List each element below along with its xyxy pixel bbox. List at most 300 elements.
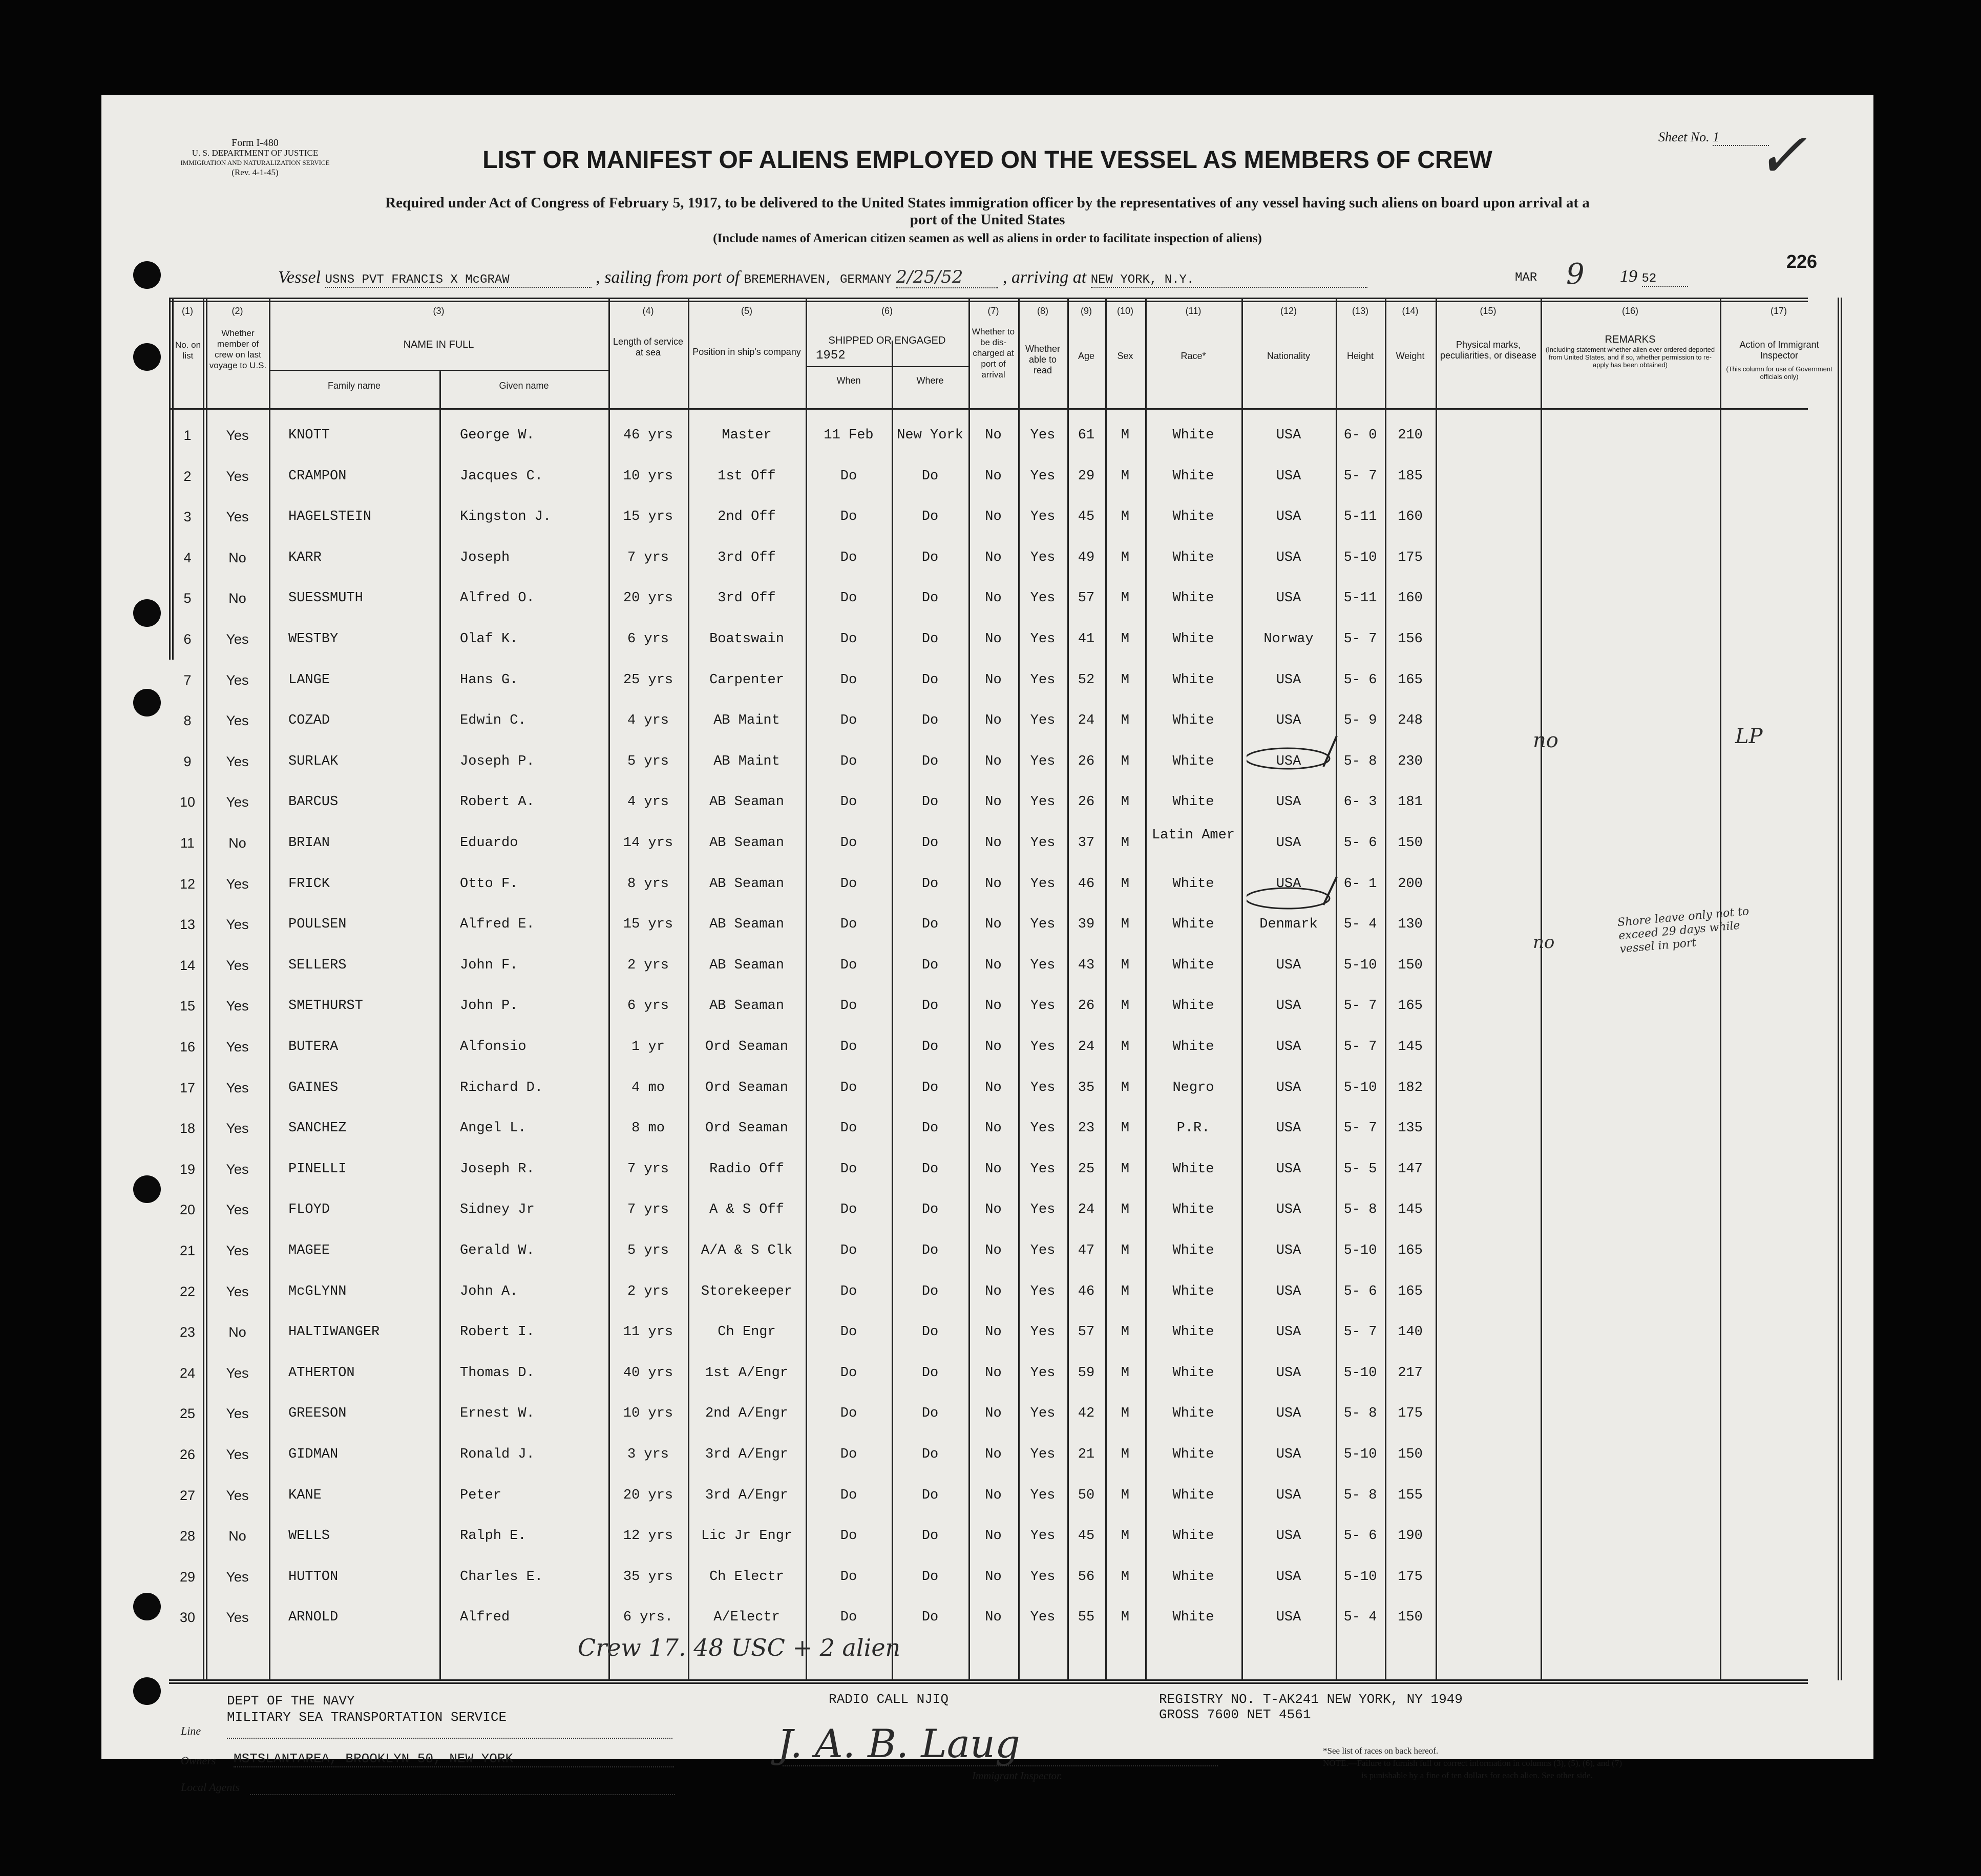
previous-voyage: Yes (226, 631, 249, 647)
race: White (1172, 1569, 1214, 1585)
height: 5- 6 (1343, 672, 1377, 688)
shipped-when: Do (840, 631, 857, 647)
able-to-read: Yes (1030, 1365, 1056, 1381)
service-length: 5 yrs (627, 753, 669, 769)
position: AB Seaman (709, 794, 784, 810)
nationality: USA (1276, 835, 1301, 851)
race: Negro (1172, 1080, 1214, 1095)
col-num-8: (8) (1037, 306, 1048, 316)
race: White (1172, 1039, 1214, 1055)
weight: 185 (1398, 468, 1423, 484)
table-row (101, 1272, 1873, 1311)
shipped-when: Do (840, 1447, 857, 1462)
service-length: 1 yr (631, 1039, 665, 1055)
position: 2nd A/Engr (705, 1406, 789, 1422)
height: 5- 6 (1343, 835, 1377, 851)
race: White (1172, 631, 1214, 647)
shipped-when: 11 Feb (824, 428, 874, 443)
nationality: USA (1276, 794, 1301, 810)
sailing-date: 2/25/52 (896, 267, 998, 288)
given-name: Peter (460, 1487, 502, 1503)
service-length: 20 yrs (623, 591, 673, 606)
shipped-when: Do (840, 1365, 857, 1381)
given-name: Gerald W. (460, 1243, 535, 1258)
shipped-when: Do (840, 1487, 857, 1503)
col-head-remarks: REMARKS (1605, 334, 1656, 345)
height: 5-11 (1343, 591, 1377, 606)
sex: M (1121, 468, 1130, 484)
row-number: 6 (183, 631, 192, 647)
vessel-name: USNS PVT FRANCIS X McGRAW (325, 273, 592, 288)
family-name: CRAMPON (288, 468, 347, 484)
punch-hole (133, 1677, 161, 1705)
nationality: USA (1276, 1487, 1301, 1503)
col-head-action: Action of Immigrant Inspector (1739, 340, 1819, 361)
age: 29 (1078, 468, 1095, 484)
position: AB Maint (713, 713, 780, 729)
page-title: LIST OR MANIFEST OF ALIENS EMPLOYED ON THE VESSEL AS MEMBERS OF CREW (482, 146, 1492, 174)
sex: M (1121, 1487, 1130, 1503)
table-row (101, 905, 1873, 944)
table-row (101, 1476, 1873, 1515)
sex: M (1121, 917, 1130, 933)
nationality: USA (1276, 550, 1301, 565)
shipped-where: Do (921, 957, 939, 973)
weight: 230 (1398, 753, 1423, 769)
table-bottom-border (169, 1679, 1808, 1681)
local-agents-label: Local Agents (181, 1781, 240, 1794)
weight: 165 (1398, 672, 1423, 688)
discharged: No (985, 428, 1002, 443)
age: 49 (1078, 550, 1095, 565)
shipped-when: Do (840, 794, 857, 810)
family-name: McGLYNN (288, 1283, 347, 1299)
family-name: MAGEE (288, 1243, 330, 1258)
service-length: 46 yrs (623, 428, 673, 443)
shipped-where: Do (921, 1080, 939, 1095)
shipped-where: Do (921, 753, 939, 769)
col-head-family-name: Family name (327, 381, 381, 391)
col-head-sex: Sex (1117, 351, 1133, 361)
given-name: Sidney Jr (460, 1202, 535, 1218)
sheet-value: 1 (1713, 130, 1769, 146)
nationality: USA (1276, 1243, 1301, 1258)
row-number: 9 (183, 753, 192, 769)
service-length: 35 yrs (623, 1569, 673, 1585)
service-length: 12 yrs (623, 1528, 673, 1544)
shipped-where: Do (921, 1447, 939, 1462)
given-name: Robert I. (460, 1324, 535, 1340)
able-to-read: Yes (1030, 753, 1056, 769)
discharged: No (985, 591, 1002, 606)
sex: M (1121, 876, 1130, 892)
row-number: 22 (179, 1283, 196, 1299)
height: 5- 8 (1343, 1487, 1377, 1503)
shipped-when: Do (840, 876, 857, 892)
position: Ord Seaman (705, 1080, 789, 1095)
previous-voyage: No (228, 550, 246, 565)
col-head-shipped: SHIPPED OR ENGAGED (828, 335, 946, 346)
position: A & S Off (709, 1202, 784, 1218)
race: White (1172, 753, 1214, 769)
arrival-day: 9 (1566, 258, 1585, 291)
sex: M (1121, 672, 1130, 688)
shipped-when: Do (840, 1243, 857, 1258)
shipped-where: New York (897, 428, 963, 443)
vessel-line (278, 267, 1367, 288)
col-head-remarks-note: (Including statement whether alien ever ordered deported from United States, and if so, whether permission to re-apply has been obtained) (1545, 346, 1715, 369)
race: White (1172, 1528, 1214, 1544)
height: 5- 6 (1343, 1528, 1377, 1544)
service-name: IMMIGRATION AND NATURALIZATION SERVICE (180, 159, 330, 166)
service-length: 5 yrs (627, 1243, 669, 1258)
row-number: 10 (179, 794, 196, 810)
action-row-13: Shore leave only not to exceed 29 days while vessel in port (1617, 905, 1750, 956)
able-to-read: Yes (1030, 1569, 1056, 1585)
able-to-read: Yes (1030, 509, 1056, 525)
sex: M (1121, 1528, 1130, 1544)
family-name: FRICK (288, 876, 330, 892)
shipped-when: Do (840, 1121, 857, 1136)
sex: M (1121, 1569, 1130, 1585)
service-length: 11 yrs (623, 1324, 673, 1340)
position: 3rd A/Engr (705, 1447, 789, 1462)
previous-voyage: Yes (226, 794, 249, 810)
year-suffix: 52 (1642, 272, 1688, 287)
col-head-when: When (836, 375, 861, 386)
position: AB Seaman (709, 998, 784, 1014)
table-row (101, 1435, 1873, 1474)
shipped-when: Do (840, 1610, 857, 1626)
sex: M (1121, 835, 1130, 851)
age: 47 (1078, 1243, 1095, 1258)
discharged: No (985, 876, 1002, 892)
discharged: No (985, 550, 1002, 565)
previous-voyage: Yes (226, 1161, 249, 1177)
previous-voyage: Yes (226, 753, 249, 769)
note-penalty: NOTE.—Failure to furnish full or correct information in columns (3), (5), (6), and (7) (1323, 1758, 1622, 1768)
race: White (1172, 1283, 1214, 1299)
weight: 200 (1398, 876, 1423, 892)
weight: 145 (1398, 1202, 1423, 1218)
table-row (101, 1598, 1873, 1637)
family-name: SMETHURST (288, 998, 363, 1014)
race: White (1172, 1610, 1214, 1626)
col-head-read: Whether able to read (1025, 344, 1061, 375)
height: 5- 8 (1343, 1202, 1377, 1218)
race: White (1172, 1447, 1214, 1462)
given-name: Olaf K. (460, 631, 518, 647)
table-row (101, 538, 1873, 577)
col-head-position: Position in ship's company (692, 347, 801, 357)
punch-hole (133, 343, 161, 371)
nationality: USA (1276, 1202, 1301, 1218)
age: 21 (1078, 1447, 1095, 1462)
discharged: No (985, 468, 1002, 484)
previous-voyage: Yes (226, 998, 249, 1014)
row-number: 1 (183, 428, 192, 443)
row-number: 16 (179, 1039, 196, 1055)
given-name: John F. (460, 957, 518, 973)
table-row (101, 1068, 1873, 1107)
table-row (101, 1354, 1873, 1393)
row-number: 8 (183, 713, 192, 729)
sex: M (1121, 631, 1130, 647)
table-row (101, 1027, 1873, 1066)
inspector-label: Immigrant Inspector. (972, 1769, 1063, 1782)
nationality: USA (1276, 753, 1301, 769)
weight: 156 (1398, 631, 1423, 647)
nationality: USA (1276, 713, 1301, 729)
discharged: No (985, 957, 1002, 973)
nationality: USA (1276, 468, 1301, 484)
given-name: Kingston J. (460, 509, 552, 525)
row-number: 5 (183, 591, 192, 606)
shipped-when: Do (840, 672, 857, 688)
family-name: SELLERS (288, 957, 347, 973)
col-head-given-name: Given name (499, 381, 549, 391)
position: 3rd A/Engr (705, 1487, 789, 1503)
able-to-read: Yes (1030, 713, 1056, 729)
table-row (101, 865, 1873, 903)
given-name: Thomas D. (460, 1365, 535, 1381)
family-name: GIDMAN (288, 1447, 339, 1462)
service-length: 2 yrs (627, 1283, 669, 1299)
family-name: POULSEN (288, 917, 347, 933)
race: White (1172, 876, 1214, 892)
shipped-when: Do (840, 1080, 857, 1095)
given-name: Alfonsio (460, 1039, 526, 1055)
service-length: 8 mo (631, 1121, 665, 1136)
row-number: 25 (179, 1406, 196, 1422)
shipped-where: Do (921, 998, 939, 1014)
sex: M (1121, 1610, 1130, 1626)
previous-voyage: No (228, 1528, 246, 1544)
check-mark-icon: ✓ (1756, 120, 1807, 192)
family-name: SANCHEZ (288, 1121, 347, 1136)
shipped-when: Do (840, 1324, 857, 1340)
height: 5-11 (1343, 509, 1377, 525)
service-length: 7 yrs (627, 1161, 669, 1177)
weight: 175 (1398, 1569, 1423, 1585)
shipped-where: Do (921, 1487, 939, 1503)
table-row (101, 1394, 1873, 1433)
able-to-read: Yes (1030, 672, 1056, 688)
position: 1st Off (718, 468, 776, 484)
shipped-when: Do (840, 1283, 857, 1299)
family-name: PINELLI (288, 1161, 347, 1177)
previous-voyage: Yes (226, 1406, 249, 1422)
position: Carpenter (709, 672, 784, 688)
nationality: USA (1276, 1528, 1301, 1544)
race: White (1172, 998, 1214, 1014)
height: 5- 7 (1343, 1324, 1377, 1340)
height: 5- 7 (1343, 1039, 1377, 1055)
footer-service: MILITARY SEA TRANSPORTATION SERVICE (227, 1710, 507, 1725)
row-number: 30 (179, 1610, 196, 1626)
age: 42 (1078, 1406, 1095, 1422)
service-length: 2 yrs (627, 957, 669, 973)
nationality: USA (1276, 1406, 1301, 1422)
arrival-port: NEW YORK, N.Y. (1091, 273, 1367, 288)
service-length: 3 yrs (627, 1447, 669, 1462)
col-num-14: (14) (1402, 306, 1419, 316)
previous-voyage: Yes (226, 917, 249, 933)
previous-voyage: Yes (226, 1365, 249, 1381)
given-name: Joseph R. (460, 1161, 535, 1177)
able-to-read: Yes (1030, 1243, 1056, 1258)
col-head-age: Age (1078, 351, 1095, 361)
row-number: 24 (179, 1365, 196, 1381)
family-name: WELLS (288, 1528, 330, 1544)
row-number: 2 (183, 468, 192, 484)
shipped-where: Do (921, 672, 939, 688)
shipped-where: Do (921, 1365, 939, 1381)
previous-voyage: Yes (226, 957, 249, 973)
punch-hole (133, 261, 161, 289)
family-name: BRIAN (288, 835, 330, 851)
family-name: KANE (288, 1487, 322, 1503)
given-name: Alfred O. (460, 591, 535, 606)
col-head-action-note: (This column for use of Government officials only) (1726, 365, 1832, 381)
discharged: No (985, 672, 1002, 688)
discharged: No (985, 1283, 1002, 1299)
row-number: 20 (179, 1202, 196, 1218)
sex: M (1121, 1080, 1130, 1095)
position: AB Seaman (709, 917, 784, 933)
nationality: USA (1276, 1161, 1301, 1177)
race: White (1172, 550, 1214, 565)
age: 24 (1078, 1202, 1095, 1218)
previous-voyage: Yes (226, 1243, 249, 1258)
shipped-when: Do (840, 1161, 857, 1177)
able-to-read: Yes (1030, 876, 1056, 892)
weight: 181 (1398, 794, 1423, 810)
nationality: USA (1276, 428, 1301, 443)
age: 57 (1078, 1324, 1095, 1340)
col-num-3: (3) (433, 306, 445, 316)
weight: 248 (1398, 713, 1423, 729)
race: White (1172, 1243, 1214, 1258)
discharged: No (985, 1243, 1002, 1258)
race: White (1172, 428, 1214, 443)
able-to-read: Yes (1030, 1610, 1056, 1626)
position: AB Seaman (709, 876, 784, 892)
age: 35 (1078, 1080, 1095, 1095)
col-num-6: (6) (881, 306, 893, 316)
given-name: Ronald J. (460, 1447, 535, 1462)
age: 50 (1078, 1487, 1095, 1503)
shipped-where: Do (921, 1406, 939, 1422)
col-num-10: (10) (1116, 306, 1133, 316)
col-num-9: (9) (1081, 306, 1092, 316)
nationality: USA (1276, 957, 1301, 973)
shipped-when: Do (840, 1569, 857, 1585)
shipped-when: Do (840, 509, 857, 525)
discharged: No (985, 1161, 1002, 1177)
given-name: Alfred E. (460, 917, 535, 933)
able-to-read: Yes (1030, 1283, 1056, 1299)
position: 3rd Off (718, 591, 776, 606)
table-row (101, 620, 1873, 659)
shipped-when: Do (840, 468, 857, 484)
previous-voyage: No (228, 591, 246, 606)
weight: 210 (1398, 428, 1423, 443)
row-number: 18 (179, 1121, 196, 1136)
family-name: HAGELSTEIN (288, 509, 372, 525)
revision: (Rev. 4-1-45) (231, 167, 279, 177)
position: Ord Seaman (705, 1121, 789, 1136)
previous-voyage: Yes (226, 1121, 249, 1136)
shipped-where: Do (921, 1121, 939, 1136)
inspector-signature: J. A. B. Laug (777, 1721, 1020, 1766)
shipped-when: Do (840, 753, 857, 769)
line-label: Line (181, 1724, 201, 1737)
row-number: 27 (179, 1487, 196, 1503)
age: 24 (1078, 1039, 1095, 1055)
discharged: No (985, 794, 1002, 810)
height: 5- 6 (1343, 1283, 1377, 1299)
table-row (101, 1150, 1873, 1189)
given-name: Alfred (460, 1610, 510, 1626)
age: 56 (1078, 1569, 1095, 1585)
table-row (101, 701, 1873, 740)
weight: 165 (1398, 998, 1423, 1014)
weight: 182 (1398, 1080, 1423, 1095)
col-num-5: (5) (741, 306, 752, 316)
previous-voyage: Yes (226, 1487, 249, 1503)
service-length: 4 yrs (627, 713, 669, 729)
nationality: USA (1276, 672, 1301, 688)
weight: 145 (1398, 1039, 1423, 1055)
table-row (101, 1109, 1873, 1148)
shipped-where: Do (921, 591, 939, 606)
owners-label: Owners (181, 1754, 216, 1767)
weight: 150 (1398, 835, 1423, 851)
position: Storekeeper (701, 1283, 793, 1299)
family-name: LANGE (288, 672, 330, 688)
crew-count-note: Crew 17. 48 USC + 2 alien (578, 1634, 901, 1661)
race: White (1172, 509, 1214, 525)
table-bottom-border-inner (169, 1682, 1808, 1684)
col-head-prev-voyage: Whether member of crew on last voyage to U.S. (209, 328, 267, 370)
previous-voyage: Yes (226, 428, 249, 443)
row-number: 13 (179, 917, 196, 933)
height: 5- 8 (1343, 1406, 1377, 1422)
able-to-read: Yes (1030, 835, 1056, 851)
family-name: SUESSMUTH (288, 591, 363, 606)
shipped-where: Do (921, 1324, 939, 1340)
given-name: Ernest W. (460, 1406, 535, 1422)
sailing-label: , sailing from port of (596, 268, 740, 287)
race: White (1172, 1324, 1214, 1340)
subtitle-line-2: port of the United States (910, 212, 1065, 228)
shipped-where: Do (921, 550, 939, 565)
row-number: 28 (179, 1528, 196, 1544)
height: 5- 7 (1343, 468, 1377, 484)
height: 5-10 (1343, 1447, 1377, 1462)
col-num-15: (15) (1480, 306, 1497, 316)
subtitle (132, 195, 1843, 246)
age: 61 (1078, 428, 1095, 443)
sex: M (1121, 1406, 1130, 1422)
age: 43 (1078, 957, 1095, 973)
family-name: FLOYD (288, 1202, 330, 1218)
sex: M (1121, 1447, 1130, 1462)
previous-voyage: Yes (226, 468, 249, 484)
race: White (1172, 957, 1214, 973)
previous-voyage: No (228, 1324, 246, 1340)
